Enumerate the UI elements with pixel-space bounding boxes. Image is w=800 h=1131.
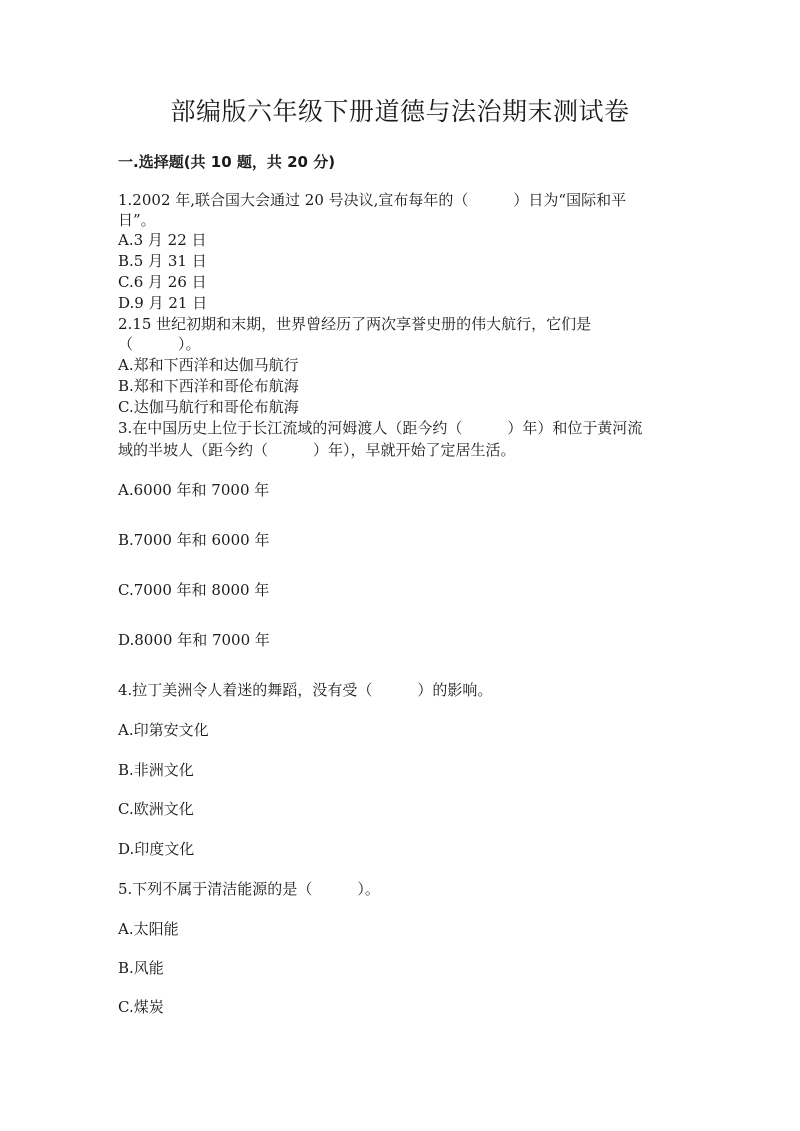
- question-3-stem: 3.在中国历史上位于长江流域的河姆渡人（距今约（ ）年）和位于黄河流: [118, 419, 643, 437]
- question-5-option-a: A.太阳能: [118, 920, 179, 938]
- question-1-option-a: A.3 月 22 日: [118, 231, 207, 249]
- question-2-stem-cont: （ ）。: [118, 335, 201, 353]
- question-2-stem: 2.15 世纪初期和末期，世界曾经历了两次享誉史册的伟大航行，它们是: [118, 315, 592, 333]
- question-3-option-d: D.8000 年和 7000 年: [118, 631, 270, 649]
- section-heading: 一.选择题(共 10 题，共 20 分): [118, 153, 336, 171]
- question-4-option-b: B.非洲文化: [118, 761, 194, 779]
- question-5-option-c: C.煤炭: [118, 998, 164, 1016]
- question-5-stem: 5.下列不属于清洁能源的是（ ）。: [118, 880, 380, 898]
- question-1-option-b: B.5 月 31 日: [118, 252, 207, 270]
- question-3-option-b: B.7000 年和 6000 年: [118, 531, 270, 549]
- question-4-option-a: A.印第安文化: [118, 721, 209, 739]
- question-2-option-b: B.郑和下西洋和哥伦布航海: [118, 377, 299, 395]
- question-3-stem-cont: 域的半坡人（距今约（ ）年），早就开始了定居生活。: [118, 441, 516, 459]
- question-2-option-a: A.郑和下西洋和达伽马航行: [118, 356, 299, 374]
- question-1-option-c: C.6 月 26 日: [118, 273, 207, 291]
- question-4-option-c: C.欧洲文化: [118, 800, 194, 818]
- question-2-option-c: C.达伽马航行和哥伦布航海: [118, 398, 299, 416]
- page-title: 部编版六年级下册道德与法治期末测试卷: [170, 97, 630, 126]
- question-4-stem: 4.拉丁美洲令人着迷的舞蹈，没有受（ ）的影响。: [118, 681, 493, 699]
- question-1-option-d: D.9 月 21 日: [118, 294, 208, 312]
- question-1-stem-cont: 日”。: [118, 211, 156, 229]
- question-3-option-c: C.7000 年和 8000 年: [118, 581, 270, 599]
- question-4-option-d: D.印度文化: [118, 840, 195, 858]
- question-1-stem: 1.2002 年,联合国大会通过 20 号决议,宣布每年的（ ）日为“国际和平: [118, 191, 627, 209]
- question-3-option-a: A.6000 年和 7000 年: [118, 481, 270, 499]
- question-5-option-b: B.风能: [118, 959, 164, 977]
